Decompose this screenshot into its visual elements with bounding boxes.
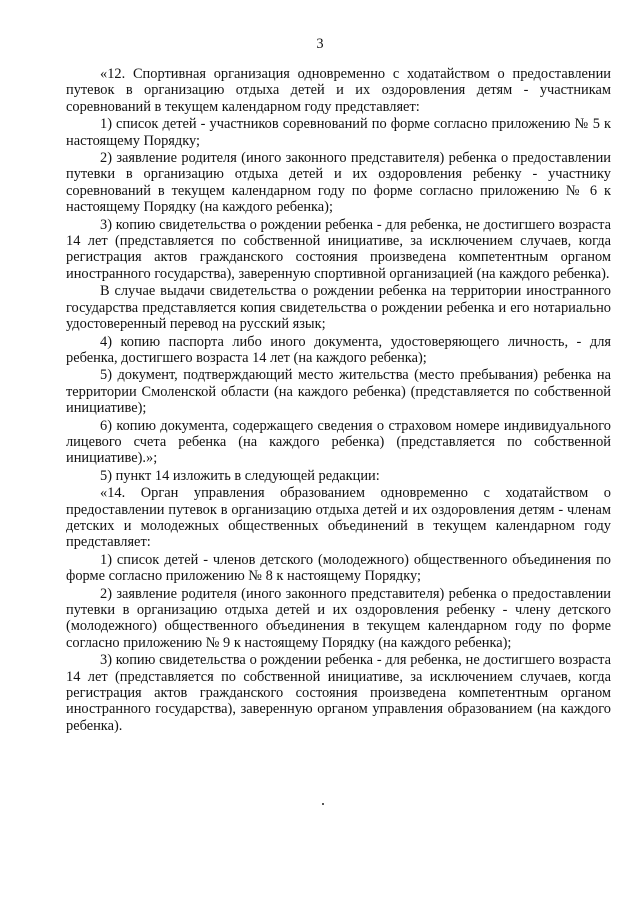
document-body [66,66,611,734]
paragraph-14-item-2: 2) заявление родителя (иного законного представителя) ребенка о предоставлении путевки в организацию отдыха детей и их оздоровления ребенку - члену детского (молодежного) общественного объединения в текущем календарном году по форме согласно приложению № 9 к настоящему Порядку (на каждого ребенка); [66,585,611,651]
paragraph-12-foreign-certificate: В случае выдачи свидетельства о рождении ребенка на территории иностранного государства представляется копия свидетельства о рождении ребенка и его нотариально удостоверенный перевод на русский язык; [66,283,611,333]
paragraph-12-item-1: 1) список детей - участников соревнований по форме согласно приложению № 5 к настоящему Порядку; [66,116,611,149]
amendment-point-5: 5) пункт 14 изложить в следующей редакции: [100,467,380,484]
paragraph-14-item-3: 3) копию свидетельства о рождении ребенка - для ребенка, не достигшего возраста 14 лет (представляется по собственной инициативе, за исключением случаев, когда регистрация актов гражданского состояния произведена компетентным органом иностранного государства), заверенную органом управления образованием (на каждого ребенка). [66,652,611,734]
paragraph-12-intro: «12. Спортивная организация одновременно с ходатайством о предоставлении путевок в организацию отдыха детей и их оздоровления детям - участникам соревнований в текущем календарном году представляет: [66,66,611,115]
paragraph-12-item-6: 6) копию документа, содержащего сведения о страховом номере индивидуального лицевого счета ребенка (на каждого ребенка) (представляется по собственной инициативе).»; [66,417,611,467]
paragraph-14-intro: «14. Орган управления образованием одновременно с ходатайством о предоставлении путевок в организацию отдыха детей и их оздоровления детям - членам детских и молодежных общественных объединений в текущем календарном году представляет: [66,485,611,551]
page-number: 3 [316,36,324,52]
paragraph-12-item-5: 5) документ, подтверждающий место жительства (место пребывания) ребенка на территории Смоленской области (на каждого ребенка) (представляется по собственной инициативе); [66,367,611,417]
paragraph-12-item-4: 4) копию паспорта либо иного документа, удостоверяющего личность, - для ребенка, достигшего возраста 14 лет (на каждого ребенка); [66,333,611,366]
paragraph-12-item-2: 2) заявление родителя (иного законного представителя) ребенка о предоставлении путевки в организацию отдыха детей и их оздоровления ребенку - участнику соревнований в текущем календарном году по форме согласно приложению № 6 к настоящему Порядку (на каждого ребенка); [66,150,611,216]
paragraph-12-item-3: 3) копию свидетельства о рождении ребенка - для ребенка, не достигшего возраста 14 лет (представляется по собственной инициативе, за исключением случаев, когда регистрация актов гражданского состояния произведена компетентным органом иностранного государства), заверенную спортивной организацией (на каждого ребенка). [66,216,611,282]
paragraph-14-item-1: 1) список детей - членов детского (молодежного) общественного объединения по форме согласно приложению № 8 к настоящему Порядку; [66,551,611,585]
scan-dot [322,803,324,805]
